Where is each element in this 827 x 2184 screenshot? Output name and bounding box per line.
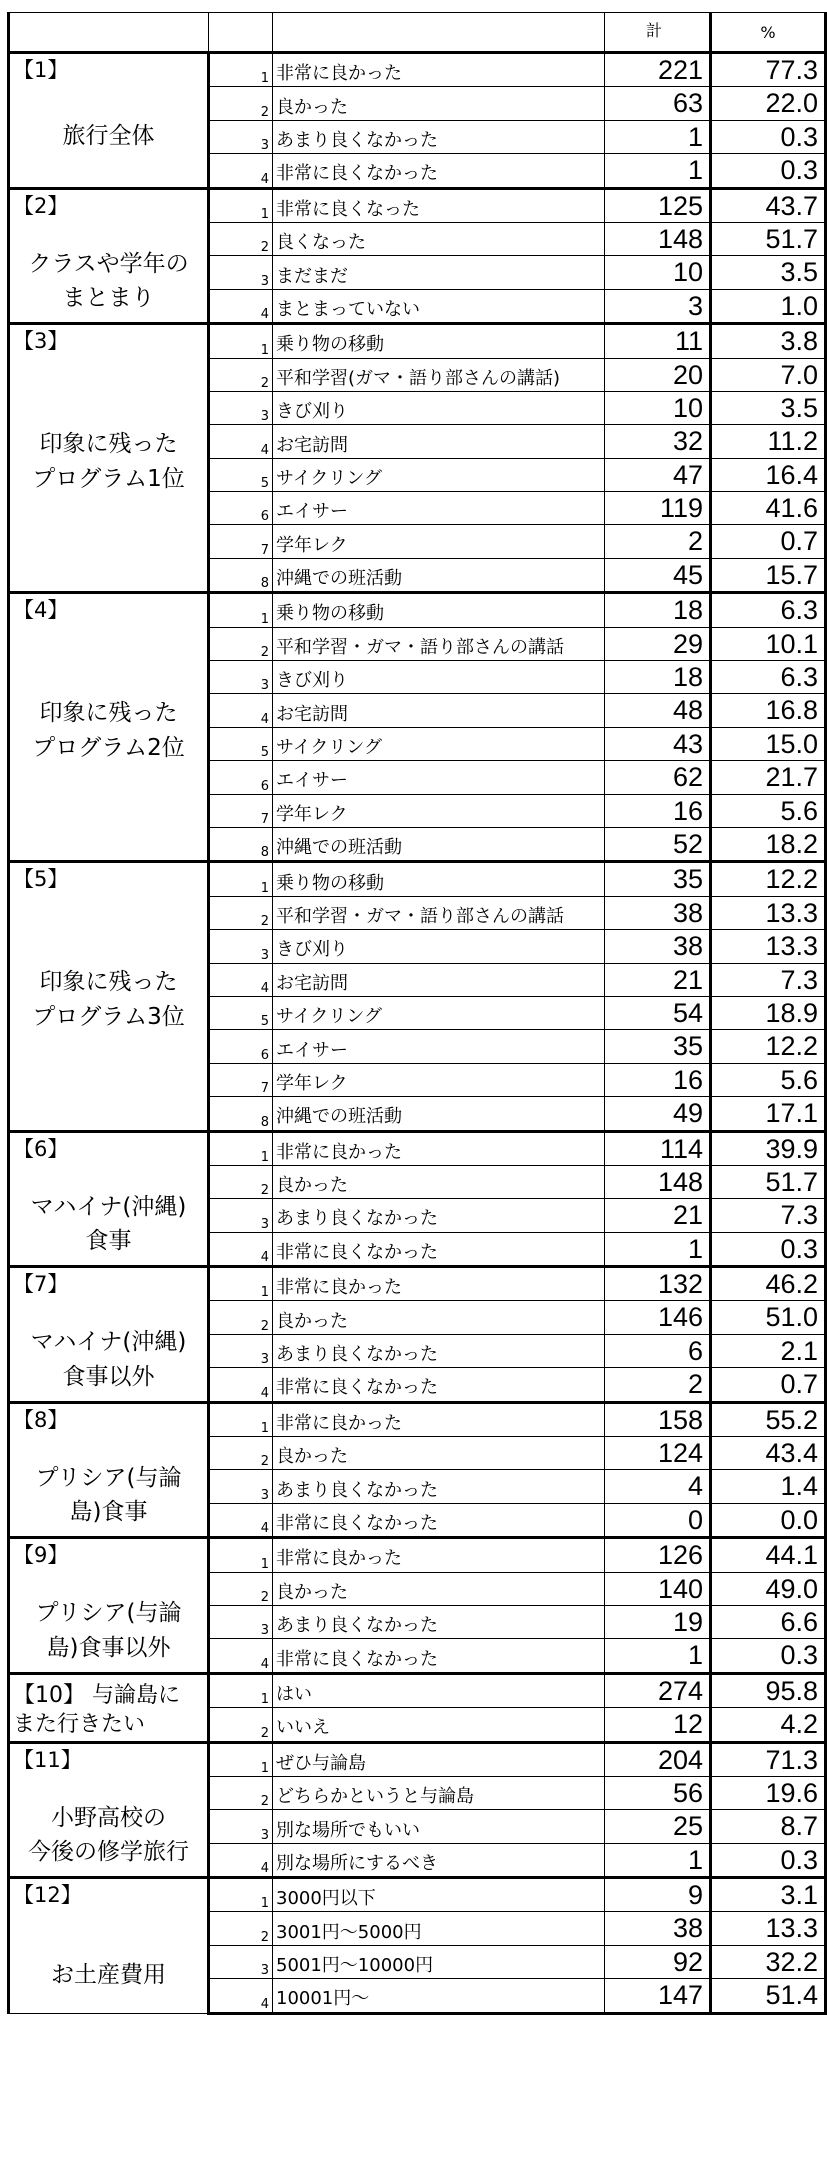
option-label: 沖縄での班活動 (273, 827, 605, 861)
response-count: 12 (605, 1708, 711, 1742)
question-number: 【7】 (13, 1272, 69, 1297)
option-label: 3000円以下 (273, 1878, 605, 1912)
response-count: 19 (605, 1605, 711, 1638)
option-number: 8 (209, 1097, 273, 1131)
response-percent: 6.3 (711, 661, 826, 694)
response-percent: 43.4 (711, 1437, 826, 1470)
option-label: お宅訪問 (273, 963, 605, 996)
option-number: 3 (209, 256, 273, 289)
response-percent: 15.7 (711, 558, 826, 592)
table-row (9, 53, 826, 87)
table-row (9, 1878, 826, 1912)
response-count: 38 (605, 930, 711, 963)
option-label: 平和学習・ガマ・語り部さんの講話 (273, 627, 605, 660)
response-count: 32 (605, 425, 711, 458)
option-label: 非常に良かった (273, 53, 605, 87)
option-label: 平和学習・ガマ・語り部さんの講話 (273, 896, 605, 929)
option-number: 4 (209, 1843, 273, 1877)
option-number: 6 (209, 492, 273, 525)
response-count: 125 (605, 188, 711, 222)
response-count: 146 (605, 1301, 711, 1334)
response-percent: 5.6 (711, 794, 826, 827)
option-label: 良くなった (273, 222, 605, 255)
question-number: 【2】 (13, 193, 69, 218)
response-count: 21 (605, 1199, 711, 1232)
response-count: 4 (605, 1470, 711, 1503)
option-label: 良かった (273, 1301, 605, 1334)
response-percent: 51.7 (711, 222, 826, 255)
response-percent: 44.1 (711, 1538, 826, 1572)
response-percent: 51.0 (711, 1301, 826, 1334)
response-percent: 11.2 (711, 425, 826, 458)
option-number: 3 (209, 391, 273, 424)
question-cell (9, 188, 209, 324)
option-number: 3 (209, 1334, 273, 1367)
response-percent: 51.4 (711, 1979, 826, 2013)
response-count: 9 (605, 1878, 711, 1912)
option-label: 平和学習(ガマ・語り部さんの講話) (273, 358, 605, 391)
option-label: きび刈り (273, 661, 605, 694)
option-label: あまり良くなかった (273, 1605, 605, 1638)
option-number: 2 (209, 358, 273, 391)
option-number: 4 (209, 289, 273, 323)
option-label: 良かった (273, 1572, 605, 1605)
response-percent: 13.3 (711, 930, 826, 963)
question-cell (9, 593, 209, 862)
option-label: 非常に良くなかった (273, 1503, 605, 1537)
option-number: 5 (209, 727, 273, 760)
option-label: 別な場所にするべき (273, 1843, 605, 1877)
response-count: 20 (605, 358, 711, 391)
option-label: きび刈り (273, 930, 605, 963)
option-label: 5001円～10000円 (273, 1945, 605, 1978)
option-label: どちらかというと与論島 (273, 1776, 605, 1809)
header-row (9, 13, 826, 53)
option-label: 乗り物の移動 (273, 862, 605, 896)
question-cell (9, 1402, 209, 1538)
option-label: サイクリング (273, 458, 605, 491)
response-count: 147 (605, 1979, 711, 2013)
response-percent: 13.3 (711, 1912, 826, 1945)
option-label: まだまだ (273, 256, 605, 289)
response-count: 11 (605, 324, 711, 358)
option-label: きび刈り (273, 391, 605, 424)
question-cell (9, 324, 209, 593)
question-number: 【3】 (13, 329, 69, 354)
response-count: 35 (605, 1030, 711, 1063)
response-percent: 1.0 (711, 289, 826, 323)
question-number: 【11】 (13, 1747, 82, 1772)
response-percent: 0.3 (711, 154, 826, 188)
question-number: 【5】 (13, 867, 69, 892)
response-percent: 32.2 (711, 1945, 826, 1978)
option-label: 非常に良くなかった (273, 1639, 605, 1673)
response-percent: 8.7 (711, 1810, 826, 1843)
option-label: エイサー (273, 1030, 605, 1063)
option-label: サイクリング (273, 727, 605, 760)
option-label: 非常に良くなかった (273, 154, 605, 188)
response-count: 38 (605, 1912, 711, 1945)
option-label: 沖縄での班活動 (273, 558, 605, 592)
option-number: 2 (209, 87, 273, 120)
response-count: 48 (605, 694, 711, 727)
question-title: 印象に残った プログラム2位 (32, 700, 185, 761)
question-number: 【8】 (13, 1407, 69, 1432)
question-cell (9, 53, 209, 189)
response-percent: 6.3 (711, 593, 826, 627)
option-number: 1 (209, 1267, 273, 1301)
option-label: あまり良くなかった (273, 1470, 605, 1503)
response-count: 47 (605, 458, 711, 491)
option-label: 別な場所でもいい (273, 1810, 605, 1843)
option-number: 4 (209, 963, 273, 996)
question-title: 小野高校の 今後の修学旅行 (28, 1804, 189, 1866)
question-title: クラスや学年の まとまり (28, 250, 189, 312)
response-count: 18 (605, 593, 711, 627)
response-count: 158 (605, 1402, 711, 1436)
response-percent: 10.1 (711, 627, 826, 660)
header-percent: % (711, 13, 826, 53)
response-count: 10 (605, 256, 711, 289)
option-label: 非常に良くなかった (273, 1368, 605, 1402)
option-number: 1 (209, 1131, 273, 1165)
response-count: 56 (605, 1776, 711, 1809)
response-percent: 71.3 (711, 1742, 826, 1776)
question-cell (9, 1538, 209, 1674)
table-body (9, 53, 826, 2014)
table-row (9, 324, 826, 358)
option-number: 1 (209, 53, 273, 87)
option-label: はい (273, 1673, 605, 1707)
question-number: 【9】 (13, 1543, 69, 1568)
option-number: 2 (209, 627, 273, 660)
response-percent: 55.2 (711, 1402, 826, 1436)
option-label: 良かった (273, 1165, 605, 1198)
response-percent: 39.9 (711, 1131, 826, 1165)
response-count: 16 (605, 794, 711, 827)
option-number: 4 (209, 154, 273, 188)
response-count: 3 (605, 289, 711, 323)
question-number: 【1】 (13, 58, 69, 82)
question-cell (9, 1742, 209, 1878)
response-count: 140 (605, 1572, 711, 1605)
option-label: あまり良くなかった (273, 1199, 605, 1232)
option-number: 3 (209, 1810, 273, 1843)
response-count: 63 (605, 87, 711, 120)
response-percent: 3.5 (711, 391, 826, 424)
option-number: 3 (209, 1470, 273, 1503)
question-cell (9, 1878, 209, 2014)
option-number: 5 (209, 458, 273, 491)
option-number: 7 (209, 794, 273, 827)
option-label: サイクリング (273, 996, 605, 1029)
response-count: 119 (605, 492, 711, 525)
option-number: 1 (209, 188, 273, 222)
response-count: 132 (605, 1267, 711, 1301)
table-row (9, 1673, 826, 1707)
response-count: 1 (605, 1843, 711, 1877)
table-row (9, 862, 826, 896)
option-number: 1 (209, 1402, 273, 1436)
response-count: 1 (605, 1232, 711, 1266)
question-cell (9, 1673, 209, 1742)
response-count: 29 (605, 627, 711, 660)
response-percent: 19.6 (711, 1776, 826, 1809)
option-label: 非常に良かった (273, 1538, 605, 1572)
option-label: 非常に良くなかった (273, 1232, 605, 1266)
option-label: 非常に良かった (273, 1131, 605, 1165)
response-percent: 95.8 (711, 1673, 826, 1707)
response-count: 25 (605, 1810, 711, 1843)
survey-results-table (7, 12, 827, 2015)
option-label: 良かった (273, 87, 605, 120)
header-option-cell (273, 13, 605, 53)
question-cell (9, 1267, 209, 1403)
response-percent: 51.7 (711, 1165, 826, 1198)
response-count: 2 (605, 525, 711, 558)
response-count: 10 (605, 391, 711, 424)
question-title: 旅行全体 (62, 123, 155, 149)
option-number: 2 (209, 896, 273, 929)
response-count: 6 (605, 1334, 711, 1367)
table-row (9, 1402, 826, 1436)
option-number: 6 (209, 761, 273, 794)
option-number: 1 (209, 593, 273, 627)
table-row (9, 1538, 826, 1572)
option-number: 3 (209, 1605, 273, 1638)
response-percent: 0.0 (711, 1503, 826, 1537)
question-title: プリシア(与論 島)食事 (35, 1464, 182, 1526)
response-percent: 7.3 (711, 963, 826, 996)
question-title: お土産費用 (51, 1962, 166, 1989)
option-label: 乗り物の移動 (273, 324, 605, 358)
question-title: 印象に残った プログラム3位 (32, 969, 185, 1030)
table-row (9, 1742, 826, 1776)
option-label: あまり良くなかった (273, 1334, 605, 1367)
header-number-cell (209, 13, 273, 53)
option-number: 1 (209, 1538, 273, 1572)
response-percent: 0.3 (711, 1232, 826, 1266)
response-count: 16 (605, 1063, 711, 1096)
option-number: 5 (209, 996, 273, 1029)
option-label: 乗り物の移動 (273, 593, 605, 627)
option-label: まとまっていない (273, 289, 605, 323)
option-number: 3 (209, 930, 273, 963)
option-number: 3 (209, 661, 273, 694)
option-number: 3 (209, 120, 273, 153)
option-number: 1 (209, 324, 273, 358)
response-percent: 41.6 (711, 492, 826, 525)
option-label: 学年レク (273, 794, 605, 827)
option-number: 7 (209, 1063, 273, 1096)
response-count: 1 (605, 120, 711, 153)
response-count: 2 (605, 1368, 711, 1402)
response-percent: 77.3 (711, 53, 826, 87)
response-count: 52 (605, 827, 711, 861)
option-label: 10001円～ (273, 1979, 605, 2013)
response-percent: 2.1 (711, 1334, 826, 1367)
option-number: 4 (209, 1368, 273, 1402)
response-count: 21 (605, 963, 711, 996)
option-label: あまり良くなかった (273, 120, 605, 153)
option-label: 学年レク (273, 525, 605, 558)
table-row (9, 1267, 826, 1301)
question-title: プリシア(与論 島)食事以外 (35, 1600, 182, 1661)
response-percent: 0.7 (711, 525, 826, 558)
question-title: 印象に残った プログラム1位 (32, 431, 185, 492)
option-number: 2 (209, 222, 273, 255)
option-number: 7 (209, 525, 273, 558)
option-number: 4 (209, 1503, 273, 1537)
option-label: 良かった (273, 1437, 605, 1470)
response-percent: 49.0 (711, 1572, 826, 1605)
response-count: 38 (605, 896, 711, 929)
option-label: お宅訪問 (273, 694, 605, 727)
response-percent: 7.0 (711, 358, 826, 391)
option-number: 4 (209, 1639, 273, 1673)
response-count: 126 (605, 1538, 711, 1572)
option-label: 3001円～5000円 (273, 1912, 605, 1945)
response-count: 274 (605, 1673, 711, 1707)
response-count: 1 (605, 1639, 711, 1673)
response-count: 45 (605, 558, 711, 592)
table-row (9, 1131, 826, 1165)
option-number: 2 (209, 1708, 273, 1742)
option-label: 非常に良くなった (273, 188, 605, 222)
question-title: マハイナ(沖縄) 食事以外 (30, 1329, 187, 1390)
response-percent: 17.1 (711, 1097, 826, 1131)
response-percent: 46.2 (711, 1267, 826, 1301)
option-label: ぜひ与論島 (273, 1742, 605, 1776)
response-percent: 43.7 (711, 188, 826, 222)
table-row (9, 593, 826, 627)
response-percent: 0.3 (711, 1843, 826, 1877)
response-count: 124 (605, 1437, 711, 1470)
question-number: 【6】 (13, 1136, 69, 1161)
response-percent: 15.0 (711, 727, 826, 760)
option-number: 8 (209, 827, 273, 861)
option-number: 4 (209, 425, 273, 458)
response-count: 62 (605, 761, 711, 794)
response-count: 204 (605, 1742, 711, 1776)
option-label: お宅訪問 (273, 425, 605, 458)
option-number: 4 (209, 1232, 273, 1266)
option-label: 沖縄での班活動 (273, 1097, 605, 1131)
option-number: 2 (209, 1912, 273, 1945)
option-number: 1 (209, 1742, 273, 1776)
response-percent: 21.7 (711, 761, 826, 794)
response-percent: 12.2 (711, 862, 826, 896)
option-label: 非常に良かった (273, 1267, 605, 1301)
response-percent: 3.8 (711, 324, 826, 358)
option-number: 4 (209, 1979, 273, 2013)
response-percent: 13.3 (711, 896, 826, 929)
option-number: 2 (209, 1165, 273, 1198)
option-number: 3 (209, 1199, 273, 1232)
response-count: 148 (605, 222, 711, 255)
response-count: 35 (605, 862, 711, 896)
response-percent: 18.2 (711, 827, 826, 861)
response-percent: 0.3 (711, 120, 826, 153)
question-cell (9, 862, 209, 1131)
option-label: エイサー (273, 492, 605, 525)
question-title: 【10】 与論島に また行きたい (13, 1682, 180, 1738)
option-label: エイサー (273, 761, 605, 794)
option-number: 2 (209, 1572, 273, 1605)
response-count: 43 (605, 727, 711, 760)
response-percent: 22.0 (711, 87, 826, 120)
option-label: いいえ (273, 1708, 605, 1742)
option-number: 8 (209, 558, 273, 592)
question-number: 【12】 (13, 1883, 82, 1908)
option-number: 1 (209, 862, 273, 896)
response-percent: 1.4 (711, 1470, 826, 1503)
response-count: 114 (605, 1131, 711, 1165)
option-number: 4 (209, 694, 273, 727)
response-percent: 6.6 (711, 1605, 826, 1638)
response-percent: 12.2 (711, 1030, 826, 1063)
option-label: 学年レク (273, 1063, 605, 1096)
response-count: 148 (605, 1165, 711, 1198)
response-percent: 3.5 (711, 256, 826, 289)
response-percent: 4.2 (711, 1708, 826, 1742)
table-row (9, 188, 826, 222)
response-count: 0 (605, 1503, 711, 1537)
response-percent: 7.3 (711, 1199, 826, 1232)
response-percent: 16.8 (711, 694, 826, 727)
option-label: 非常に良かった (273, 1402, 605, 1436)
option-number: 1 (209, 1878, 273, 1912)
option-number: 2 (209, 1301, 273, 1334)
header-count: 計 (605, 13, 711, 53)
option-number: 6 (209, 1030, 273, 1063)
response-percent: 5.6 (711, 1063, 826, 1096)
response-percent: 18.9 (711, 996, 826, 1029)
response-percent: 0.7 (711, 1368, 826, 1402)
option-number: 2 (209, 1776, 273, 1809)
response-count: 1 (605, 154, 711, 188)
response-percent: 3.1 (711, 1878, 826, 1912)
response-percent: 0.3 (711, 1639, 826, 1673)
header-question-cell (9, 13, 209, 53)
option-number: 3 (209, 1945, 273, 1978)
response-count: 49 (605, 1097, 711, 1131)
option-number: 1 (209, 1673, 273, 1707)
question-number: 【4】 (13, 598, 69, 623)
response-count: 92 (605, 1945, 711, 1978)
question-cell (9, 1131, 209, 1267)
response-percent: 16.4 (711, 458, 826, 491)
response-count: 18 (605, 661, 711, 694)
question-title: マハイナ(沖縄) 食事 (30, 1193, 187, 1254)
option-number: 2 (209, 1437, 273, 1470)
response-count: 221 (605, 53, 711, 87)
response-count: 54 (605, 996, 711, 1029)
